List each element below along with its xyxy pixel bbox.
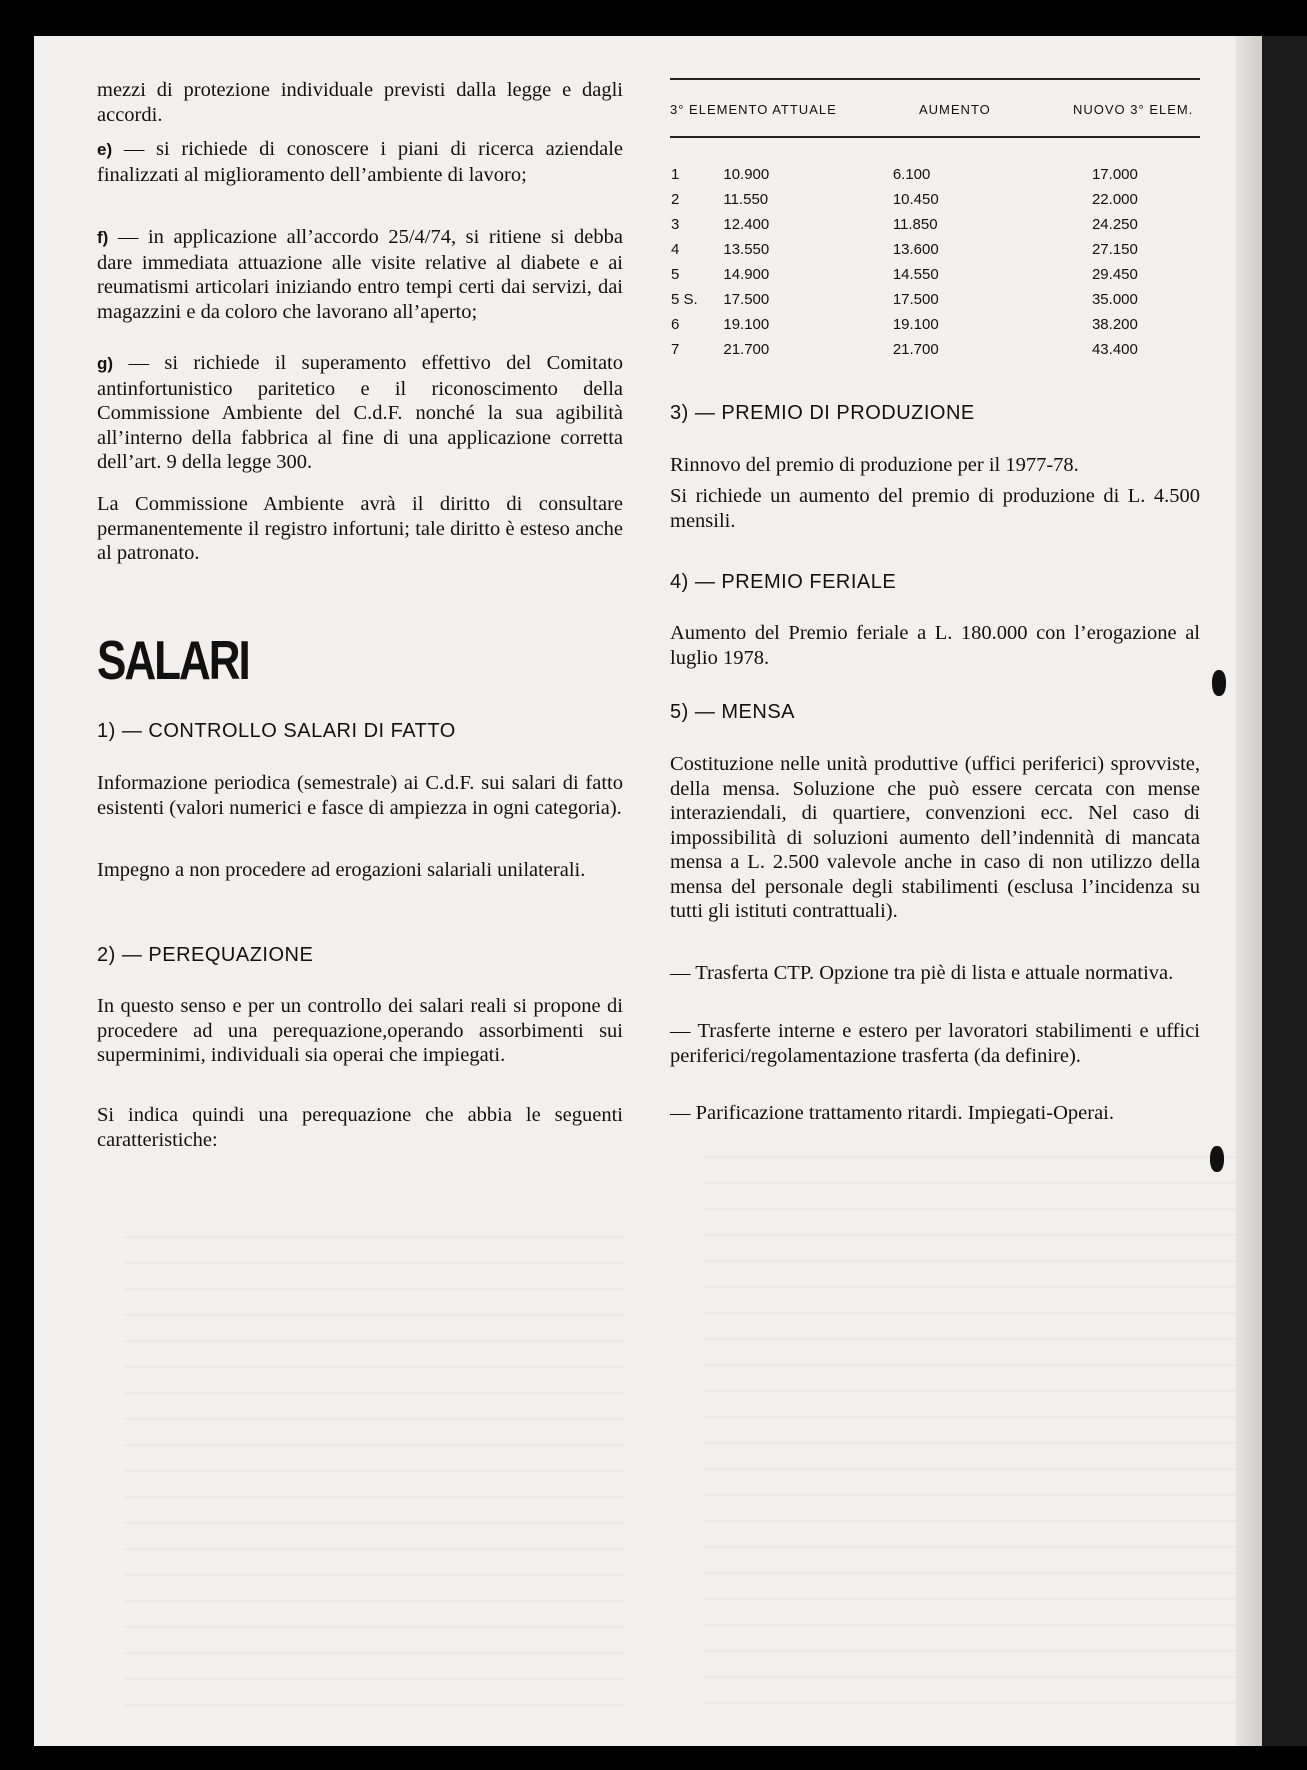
row-attuale: 19.100 [723,316,770,333]
row-aumento: 21.700 [892,341,939,358]
paragraph-trasferta-ctp: — Trasferta CTP. Opzione tra piè di lista e attuale normativa. [670,962,1174,984]
table-header-attuale: 3° ELEMENTO ATTUALE [670,102,837,117]
row-attuale: 13.550 [723,241,770,258]
item-f [97,225,623,324]
bleed-through-texture [704,1156,1244,1716]
commissione-paragraph: La Commissione Ambiente avrà il diritto di consultare permanentemente il registro infortuni; tale diritto è esteso anche al patronato. [97,493,623,564]
row-nuovo: 27.150 [1091,241,1138,258]
paragraph-rinnovo: Rinnovo del premio di produzione per il 1977-78. [670,454,1079,476]
paragraph-caratteristiche: Si indica quindi una perequazione che abbia le seguenti caratteristiche: [97,1104,623,1151]
paragraph-aumento-premio: Si richiede un aumento del premio di produzione di L. 4.500 mensili. [670,485,1200,532]
row-nuovo: 24.250 [1091,216,1138,233]
row-category: 2 [671,191,680,208]
table-row [670,162,1200,187]
table-row [670,237,1200,262]
row-category: 3 [671,216,680,233]
bleed-through-texture [124,1236,624,1716]
table-row [670,337,1200,362]
row-category: 5 [671,266,680,283]
row-category: 6 [671,316,680,333]
row-attuale: 14.900 [723,266,770,283]
intro-paragraph: mezzi di protezione individuale previsti dalla legge e dagli accordi. [97,79,623,126]
paragraph-impegno: Impegno a non procedere ad erogazioni salariali unilaterali. [97,859,586,881]
row-nuovo: 43.400 [1091,341,1138,358]
row-attuale: 11.550 [723,191,769,208]
scan-edge [1262,36,1307,1746]
paragraph-perequazione: In questo senso e per un controllo dei salari reali si propone di procedere ad una perequazione,operando assorbimenti sui superminimi, individuali sia operai che impiegati. [97,995,623,1066]
item-g-text: — si richiede il superamento effettivo del Comitato antinfortunistico paritetico e il riconoscimento della Commissione Ambiente del C.d.F. nonché la sua agibilità all’interno della fabbrica al fine di una applicazione corretta dell’art. 9 della legge 300. [97,352,623,473]
table-row [670,187,1200,212]
paragraph-mensa: Costituzione nelle unità produttive (uffici periferici) sprovviste, della mensa. Soluzione che può essere cercata con mense interaziendali, di quartiere, convenzioni ecc. Nel caso di impossibilità di soluzioni aumento dell’indennità di mancata mensa a L. 2.500 valevole anche in caso di non utilizzo della mensa del personale degli stabilimenti (esclusa l’incidenza su tutti gli istituti contrattuali). [670,753,1200,922]
item-g [97,351,623,475]
row-attuale: 17.500 [723,291,770,308]
row-category: 1 [671,166,680,183]
item-g-label: g) [97,354,114,373]
row-category: 7 [671,341,680,358]
heading-controllo-salari: 1) — CONTROLLO SALARI DI FATTO [97,720,456,742]
row-aumento: 19.100 [892,316,939,333]
row-aumento: 10.450 [892,191,939,208]
heading-mensa: 5) — MENSA [670,701,796,723]
row-aumento: 14.550 [892,266,939,283]
heading-perequazione: 2) — PEREQUAZIONE [97,944,314,966]
table-row [670,312,1200,337]
paragraph-trasferte-interne: — Trasferte interne e estero per lavoratori stabilimenti e uffici periferici/regolamentazione trasferta (da definire). [670,1020,1200,1067]
document-page [34,36,1262,1746]
table-top-rule [670,78,1200,80]
item-f-text: — in applicazione all’accordo 25/4/74, si ritiene si debba dare immediata attuazione alle visite relative al diabete e ai reumatismi articolari iniziando entro tempi certi dai servizi, dai magazzini e da coloro che lavorano all’aperto; [97,226,623,323]
paragraph-premio-feriale: Aumento del Premio feriale a L. 180.000 con l’erogazione al luglio 1978. [670,622,1200,669]
row-nuovo: 29.450 [1091,266,1138,283]
item-e-label: e) [97,140,113,159]
salary-table [670,162,1200,362]
row-aumento: 6.100 [892,166,931,183]
item-f-label: f) [97,228,109,247]
section-title: SALARI [97,630,249,692]
heading-premio-produzione: 3) — PREMIO DI PRODUZIONE [670,402,975,424]
row-nuovo: 17.000 [1091,166,1138,183]
row-category: 5 S. [671,291,698,308]
row-attuale: 10.900 [723,166,770,183]
table-row [670,262,1200,287]
table-row [670,287,1200,312]
item-e [97,137,623,187]
row-attuale: 12.400 [723,216,770,233]
heading-premio-feriale: 4) — PREMIO FERIALE [670,571,897,593]
row-nuovo: 38.200 [1091,316,1138,333]
table-row [670,212,1200,237]
ink-mark [1212,670,1226,696]
ink-mark [1210,1146,1224,1172]
row-aumento: 13.600 [892,241,939,258]
item-e-text: — si richiede di conoscere i piani di ricerca aziendale finalizzati al miglioramento dell’ambiente di lavoro; [97,138,623,186]
row-nuovo: 22.000 [1091,191,1138,208]
row-nuovo: 35.000 [1091,291,1138,308]
table-header-rule [670,136,1200,138]
paragraph-informazione: Informazione periodica (semestrale) ai C.d.F. sui salari di fatto esistenti (valori numerici e fasce di ampiezza in ogni categoria). [97,772,623,819]
row-aumento: 17.500 [892,291,939,308]
table-header-aumento: AUMENTO [919,102,991,117]
paragraph-parificazione: — Parificazione trattamento ritardi. Impiegati-Operai. [670,1102,1114,1124]
table-header-nuovo: NUOVO 3° ELEM. [1073,102,1194,117]
row-category: 4 [671,241,680,258]
salary-table-grid [670,162,1200,362]
row-aumento: 11.850 [892,216,938,233]
row-attuale: 21.700 [723,341,770,358]
